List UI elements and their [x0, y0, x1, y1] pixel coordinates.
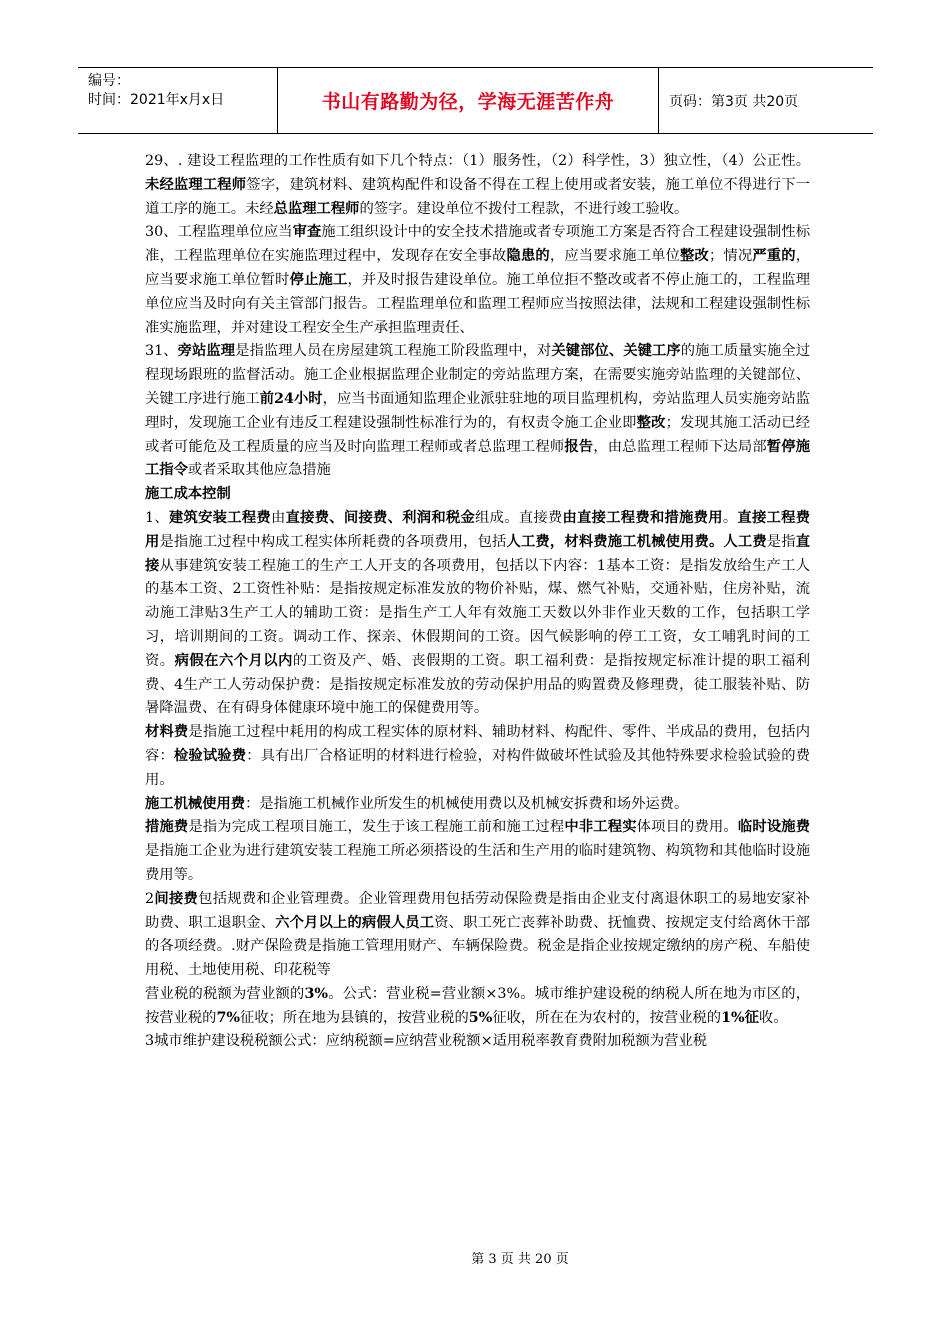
text-run: 从事建筑安装工程施工的生产工人开支的各项费用，包括以下内容：1基本工资：是指发放给生产工人的基本工资、2工资性补贴：是指按规定标准发放的物价补贴，煤、燃气补贴，交通补贴，住房补贴，流动施工津贴3生产工人的辅助工资：是指生产工人年有效施工天数以外非作业天数的工作，包括职工学习，培训期间的工资。调动工作、探亲、休假期间的工资。因气候影响的停工工资，女工哺乳时间的工资。	[145, 557, 811, 669]
text-run: 组成。直接费	[475, 509, 563, 526]
text-run: 。	[722, 509, 738, 526]
bold-text: 检验试验费	[173, 747, 247, 764]
bold-text: 整改	[680, 248, 709, 265]
paragraph	[145, 983, 810, 1031]
text-run: 收。	[758, 1009, 788, 1026]
text-run: 是指监理人员在房屋建筑工程施工阶段监理中，对	[235, 343, 552, 360]
text-run: 是指施工过程中耗用的构成工程实体的原材料、辅助材料、构配件、零件、半成品的费用，包括内容：	[145, 724, 811, 764]
paragraph	[145, 340, 810, 483]
paragraph	[145, 1030, 810, 1054]
bold-text: 整改	[636, 414, 666, 431]
text-run: 是指施工企业为进行建筑安装工程施工所必须搭设的生活和生产用的临时建筑物、构筑物和其他临时设施费用等。	[145, 843, 810, 883]
text-run: 1、	[145, 509, 169, 526]
paragraph	[145, 888, 810, 983]
page-header	[78, 67, 873, 134]
bold-text: 直接	[145, 533, 811, 574]
bold-text: 由直接工程费和措施费用	[562, 509, 723, 526]
bold-text: 六个月以上的病假人员工	[275, 914, 435, 931]
bold-text: 总监理工程师	[273, 200, 360, 217]
text-run: 是指为完成工程项目施工，发生于该工程施工前和施工过程	[188, 819, 565, 836]
bold-text: 人工费，材料费施工机械使用费。人工费	[506, 533, 767, 550]
text-run: ，应当要求施工单位暂时	[145, 248, 811, 288]
bold-text: 施工机械使用费	[145, 795, 246, 812]
text-run: 是指施工过程中构成工程实体所耗费的各项费用，包括	[159, 533, 507, 550]
header-motto: 书山有路勤为径，学海无涯苦作舟	[278, 68, 659, 133]
bold-text: 7%	[216, 1009, 241, 1026]
text-run: 资、职工死亡丧葬补助费、抚恤费、按规定支付给离休干部的各项经费。.财产保险费是指施工管理用财产、车辆保险费。税金是指企业按规定缴纳的房产税、车船使用税、土地使用税、印花税等	[145, 914, 810, 979]
document-number: 编号：	[88, 73, 130, 89]
bold-text: 停止施工	[289, 271, 348, 288]
bold-text: 旁站监理	[177, 343, 236, 360]
text-run: 或者采取其他应急措施	[187, 462, 331, 479]
text-run: 营业税的税额为营业额的	[145, 985, 305, 1002]
text-run: 2	[145, 890, 155, 907]
text-run: 签字，建筑材料、建筑构配件和设备不得在工程上使用或者安装，施工单位不得进行下一道工序的施工。未经	[145, 176, 811, 217]
bold-text: 建筑安装工程费	[168, 509, 271, 526]
footer-page-number: 第 3 页 共 20 页	[471, 1252, 569, 1267]
paragraph	[145, 507, 810, 721]
text-run: 的工资及产、婚、丧假期的工资。职工福利费：是指按规定标准计提的职工福利费、4生产工人劳动保护费：是指按规定标准发放的劳动保护用品的购置费及修理费，徒工服装补贴、防暑降温费、在有碍身体健康环境中施工的保健费用等。	[145, 652, 810, 717]
text-run: ；发现其施工活动已经或者可能危及工程质量的应当及时向监理工程师或者总监理工程师	[145, 414, 810, 455]
bold-text: 间接费	[154, 890, 199, 907]
paragraph	[145, 150, 810, 221]
text-run: 征收，所在在为农村的，按营业税的	[492, 1009, 722, 1026]
text-run: 体项目的费用。	[636, 819, 738, 836]
text-run: 的施工质量实施全过程现场跟班的监督活动。施工企业根据监理企业制定的旁站监理方案，在需要实施旁站监理的关键部位、关键工序进行施工	[145, 343, 811, 407]
bold-text: 报告	[564, 438, 594, 455]
text-run: 。公式：营业税=营业额×3%。城市维护建设税的纳税人所在地为市区的，按营业税的	[145, 985, 811, 1026]
text-run: 由	[270, 509, 286, 526]
bold-text: 3%	[304, 985, 329, 1002]
text-run: ，由总监理工程师下达局部	[593, 438, 767, 455]
page-footer	[0, 1248, 950, 1267]
text-run: 3城市维护建设税税额公式：应纳税额=应纳营业税额×适用税率教育费附加税额为营业税	[145, 1033, 708, 1050]
text-run: 30、工程监理单位应当	[145, 224, 293, 241]
text-run: 的签字。建设单位不拨付工程款，不进行竣工验收。	[359, 200, 689, 217]
document-body	[145, 150, 810, 1054]
text-run: 是指	[766, 533, 796, 550]
text-run: ：具有出厂合格证明的材料进行检验，对构件做破坏性试验及其他特殊要求检验试验的费用。	[145, 747, 811, 788]
bold-text: 暂停施工指令	[145, 438, 811, 479]
header-meta	[78, 68, 278, 133]
bold-text: 前24小时	[259, 390, 323, 407]
bold-text: 5%	[468, 1009, 493, 1026]
text-run: 29、. 建设工程监理的工作性质有如下几个特点：（1）服务性，（2）科学性，3）独立性，（4）公正性。	[145, 153, 810, 169]
bold-text: 严重的	[752, 248, 796, 265]
text-run: 施工组织设计中的安全技术措施或者专项施工方案是否符合工程建设强制性标准，工程监理单位在实施监理过程中，发现存在安全事故	[145, 224, 811, 265]
paragraph	[145, 793, 810, 817]
header-page-info: 页码：第3页 共20页	[669, 93, 799, 110]
text-run: ，应当书面通知监理企业派驻驻地的项目监理机构，旁站监理人员实施旁站监理时，发现施工企业有违反工程建设强制性标准行为的，有权责令施工企业即	[145, 390, 811, 431]
text-run: 征收；所在地为县镇的，按营业税的	[240, 1009, 469, 1026]
paragraph	[145, 721, 810, 792]
text-run: 包括规费和企业管理费。企业管理费用包括劳动保险费是指由企业支付离退休职工的易地安家补助费、职工退职金、	[145, 890, 811, 931]
text-run: ，并及时报告建设单位。施工单位拒不整改或者不停止施工的，工程监理单位应当及时向有关主管部门报告。工程监理单位和监理工程师应当按照法律，法规和工程建设强制性标准实施监理，并对建设工程安全生产承担监理责任、	[145, 271, 811, 336]
bold-text: 审查	[292, 224, 322, 241]
bold-text: 临时设施费	[737, 819, 811, 836]
bold-text: 施工成本控制	[145, 486, 231, 503]
paragraph	[145, 816, 810, 887]
text-run: 31、	[145, 343, 178, 360]
document-date: 时间：2021年x月x日	[88, 92, 225, 108]
bold-text: 1%征	[721, 1009, 759, 1026]
bold-text: 隐患的	[506, 248, 550, 265]
bold-text: 措施费	[145, 819, 189, 836]
bold-text: 直接费、间接费、利润和税金	[285, 509, 476, 526]
text-run: ：是指施工机械作业所发生的机械使用费以及机械安拆费和场外运费。	[245, 795, 689, 812]
bold-text: 病假在六个月以内	[174, 652, 293, 669]
bold-text: 未经监理工程师	[145, 176, 247, 193]
bold-text: 关键部位、关键工序	[551, 343, 681, 360]
bold-text: 中非工程实	[564, 819, 637, 836]
paragraph	[145, 221, 810, 340]
section-heading	[145, 483, 810, 507]
bold-text: 材料费	[145, 724, 189, 741]
text-run: ；情况	[708, 248, 753, 265]
bold-text: 直接工程费用	[145, 509, 811, 550]
text-run: ，应当要求施工单位	[549, 248, 681, 265]
